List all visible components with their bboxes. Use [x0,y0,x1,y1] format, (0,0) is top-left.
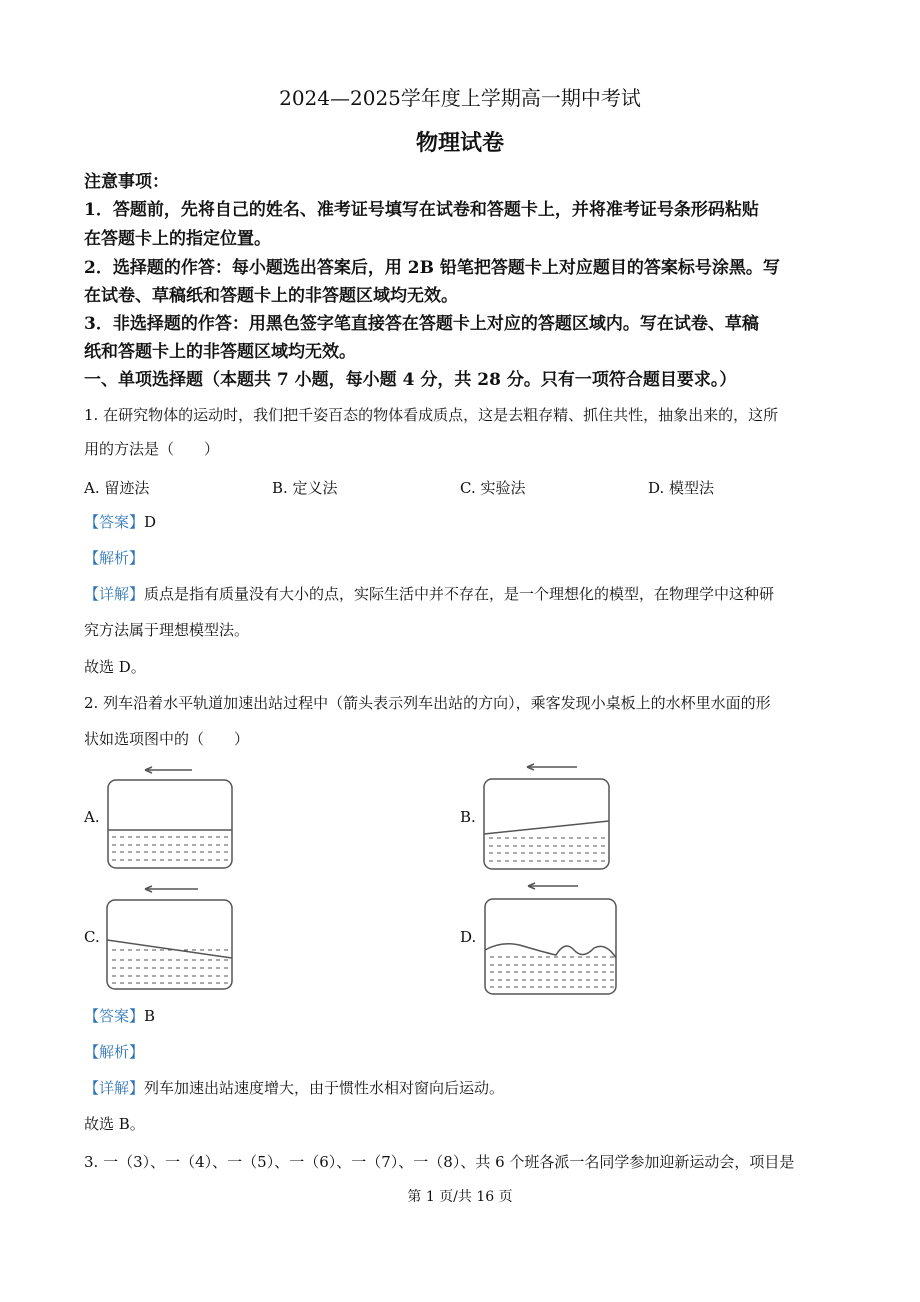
cup-figure-a [100,760,240,875]
q1-option-d: D. 模型法 [648,479,715,497]
cup-figure-d [478,878,623,998]
q2-option-b-label: B. [460,808,476,826]
note-line: 纸和答题卡上的非答题区域均无效。 [84,342,356,362]
notes-heading: 注意事项： [84,172,169,192]
analysis-tag: 【解析】 [84,1043,145,1061]
answer-tag: 【答案】 [84,513,145,531]
cup-figure-b [477,758,617,873]
detail-tag: 【详解】 [84,585,145,603]
q2-detail [84,1078,504,1098]
page-footer: 第 1 页/共 16 页 [407,1189,513,1205]
q1-detail [84,584,774,604]
q1-stem: 1. 在研究物体的运动时，我们把千姿百态的物体看成质点，这是去粗存精、抓住共性，抽象出来的，这所 [84,406,779,424]
q2-option-a-label: A. [84,808,100,826]
q2-option-c-label: C. [84,928,100,946]
q1-stem: 用的方法是（ ） [84,440,220,458]
subject-title: 物理试卷 [415,130,504,156]
answer-value: D [144,513,157,531]
q1-answer [84,512,156,532]
answer-tag: 【答案】 [84,1007,145,1025]
note-line: 在试卷、草稿纸和答题卡上的非答题区域均无效。 [84,286,458,306]
q2-stem: 2. 列车沿着水平轨道加速出站过程中（箭头表示列车出站的方向），乘客发现小桌板上的水杯里水面的形 [84,694,771,712]
cup-figure-c [100,880,240,995]
note-line: 1．答题前，先将自己的姓名、准考证号填写在试卷和答题卡上，并将准考证号条形码粘贴 [84,200,759,220]
q2-conclusion: 故选 B。 [84,1115,145,1133]
q2-option-d-label: D. [460,928,477,946]
note-line: 在答题卡上的指定位置。 [84,229,271,249]
q1-option-c: C. 实验法 [460,479,526,497]
detail-tag: 【详解】 [84,1079,145,1097]
q3-stem: 3. 一（3）、一（4）、一（5）、一（6）、一（7）、一（8）、共 6 个班各派一名同学参加迎新运动会，项目是 [84,1153,795,1171]
q1-option-b: B. 定义法 [272,479,338,497]
analysis-tag: 【解析】 [84,549,145,567]
q1-option-a: A. 留迹法 [84,479,150,497]
note-line: 3．非选择题的作答：用黑色签字笔直接答在答题卡上对应的答题区域内。写在试卷、草稿 [84,314,759,334]
q2-stem: 状如选项图中的（ ） [84,730,250,748]
note-line: 2．选择题的作答：每小题选出答案后，用 2B 铅笔把答题卡上对应题目的答案标号涂黑。写 [84,258,780,278]
q1-detail: 究方法属于理想模型法。 [84,621,250,639]
answer-value: B [144,1007,156,1025]
q1-conclusion: 故选 D。 [84,658,146,676]
exam-title: 2024—2025学年度上学期高一期中考试 [279,86,641,110]
section-heading: 一、单项选择题（本题共 7 小题，每小题 4 分，共 28 分。只有一项符合题目要求。） [84,370,737,390]
detail-text: 质点是指有质量没有大小的点，实际生活中并不存在，是一个理想化的模型，在物理学中这种研 [144,585,775,603]
detail-text: 列车加速出站速度增大，由于惯性水相对窗向后运动。 [144,1079,505,1097]
q2-answer [84,1006,155,1026]
